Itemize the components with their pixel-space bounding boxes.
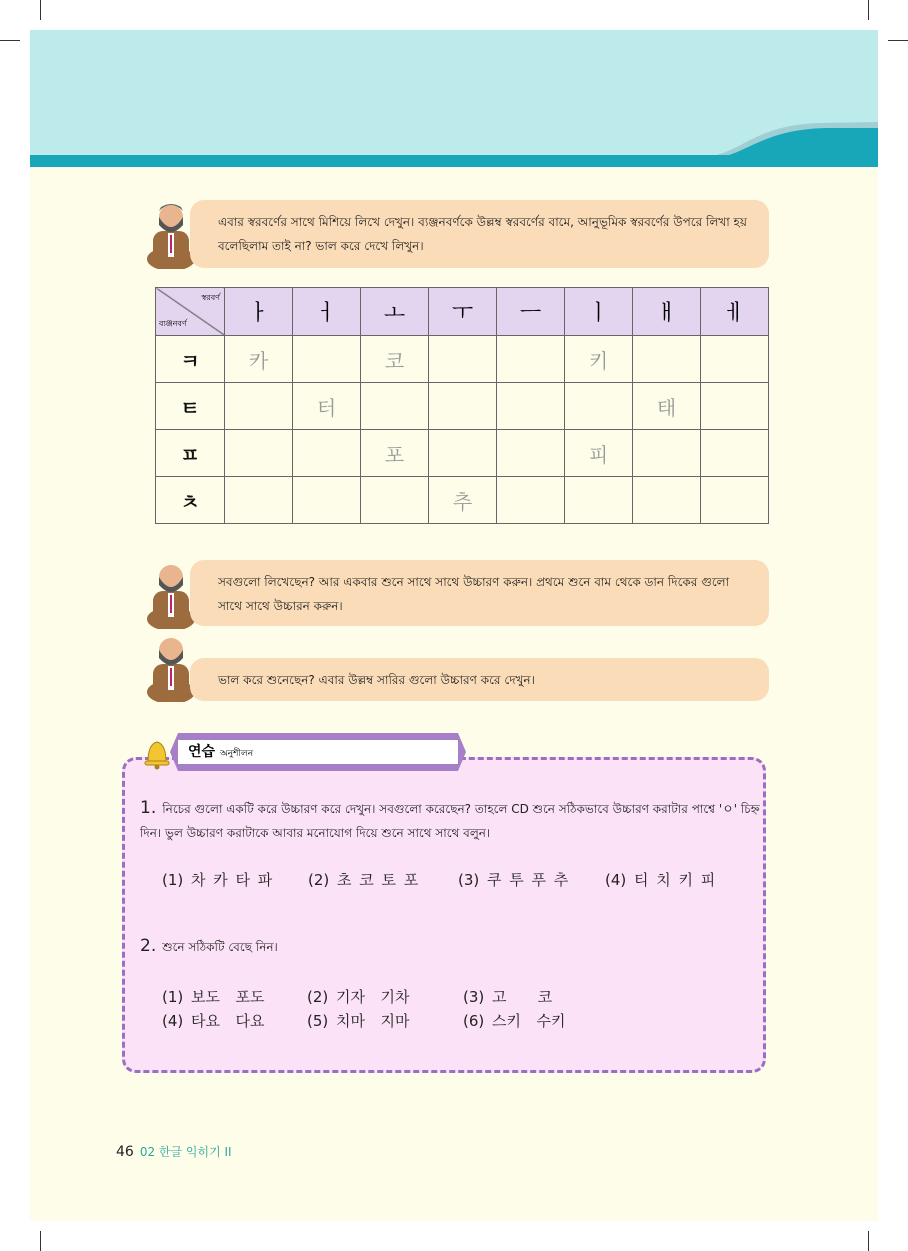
syllable-cell: 피	[565, 430, 633, 477]
syllable-cell	[633, 430, 701, 477]
vowel-header: ㅣ	[565, 288, 633, 336]
syllable-cell	[633, 336, 701, 383]
vowel-header: ㅔ	[701, 288, 769, 336]
syllable-cell	[633, 477, 701, 524]
vowel-header: ㅗ	[361, 288, 429, 336]
q2-item: (2) 기자 기차	[307, 988, 410, 1006]
syllable-cell	[361, 477, 429, 524]
table-row	[156, 336, 769, 383]
syllable-cell	[225, 383, 293, 430]
syllable-table	[155, 287, 769, 524]
syllable-cell	[225, 430, 293, 477]
q2-item: (4) 타요 다요	[162, 1012, 265, 1030]
q2-item: (5) 치마 지마	[307, 1012, 410, 1030]
q1-item: (3) 쿠 투 푸 추	[458, 871, 569, 889]
question-1: 1. নিচের গুলো একটি করে উচ্চারণ করে দেখুন। সবগুলো করেছেন? তাহলে CD শুনে সঠিকভাবে উচ্চারণ করাটার পাশ্বে 'ㅇ' চিহ্ন দিন। ভুল উচ্চারণ করাটাকে আবার মনোযোগ দিয়ে শুনে সাথে সাথে বলুন।	[140, 798, 760, 840]
syllable-cell	[293, 430, 361, 477]
vowel-header: ㅏ	[225, 288, 293, 336]
q1-item: (2) 초 코 토 포	[308, 871, 419, 889]
bell-icon	[142, 736, 174, 770]
vowel-header: ㅜ	[429, 288, 497, 336]
consonant-cell: ㅊ	[156, 477, 225, 524]
table-corner: স্বরবর্ণ ব্যঞ্জনবর্ণ	[156, 288, 225, 336]
syllable-cell	[293, 336, 361, 383]
table-row	[156, 430, 769, 477]
syllable-cell	[497, 336, 565, 383]
instruction-bubble-2: সবগুলো লিখেছেন? আর একবার শুনে সাথে সাথে উচ্চারণ করুন। প্রথমে শুনে বাম থেকে ডান দিকের গুলো সাথে সাথে উচ্চারন করুন।	[190, 560, 769, 626]
syllable-cell: 카	[225, 336, 293, 383]
instruction-bubble-3: ভাল করে শুনেছেন? এবার উল্লম্ব সারির গুলো উচ্চারণ করে দেখুন।	[190, 658, 769, 701]
table-row	[156, 383, 769, 430]
q1-item: (1) 차 카 타 파	[162, 871, 273, 889]
syllable-cell	[701, 383, 769, 430]
syllable-cell	[293, 477, 361, 524]
syllable-cell: 터	[293, 383, 361, 430]
syllable-cell	[361, 383, 429, 430]
consonant-cell: ㅍ	[156, 430, 225, 477]
syllable-cell	[429, 336, 497, 383]
chapter-title: 02 한글 익히기 II	[139, 1145, 232, 1159]
header-strip	[30, 155, 878, 167]
vowel-header: ㅡ	[497, 288, 565, 336]
q2-item: (6) 스키 수키	[463, 1012, 566, 1030]
syllable-cell: 추	[429, 477, 497, 524]
syllable-cell	[565, 477, 633, 524]
syllable-cell	[701, 430, 769, 477]
syllable-cell	[429, 383, 497, 430]
syllable-cell: 키	[565, 336, 633, 383]
question-2: 2. শুনে সঠিকটি বেছে নিন।	[140, 936, 278, 956]
page-number: 46	[116, 1144, 134, 1160]
syllable-cell: 태	[633, 383, 701, 430]
table-row	[156, 477, 769, 524]
syllable-cell	[565, 383, 633, 430]
syllable-cell	[497, 430, 565, 477]
syllable-cell	[701, 477, 769, 524]
instruction-bubble-1: এবার স্বরবর্ণের সাথে মিশিয়ে লিখে দেখুন। ব্যঞ্জনবর্ণকে উল্লম্ব স্বরবর্ণের বামে, আনুভূমিক স্বরবর্ণের উপরে লিখা হয় বলেছিলাম তাই না? ভাল করে দেখে লিখুন।	[190, 200, 769, 268]
teacher-icon	[145, 630, 197, 702]
q1-item: (4) 티 치 키 피	[605, 871, 716, 889]
syllable-cell: 포	[361, 430, 429, 477]
consonant-cell: ㅌ	[156, 383, 225, 430]
syllable-cell	[429, 430, 497, 477]
exercise-title: 연습 অনুশীলন	[178, 740, 458, 764]
syllable-cell	[497, 383, 565, 430]
consonant-cell: ㅋ	[156, 336, 225, 383]
syllable-cell	[497, 477, 565, 524]
vowel-header: ㅐ	[633, 288, 701, 336]
q2-item: (1) 보도 포도	[162, 988, 265, 1006]
syllable-cell: 코	[361, 336, 429, 383]
q2-item: (3) 고 코	[463, 988, 553, 1006]
syllable-cell	[701, 336, 769, 383]
vowel-header: ㅓ	[293, 288, 361, 336]
page-footer	[116, 1143, 232, 1160]
syllable-cell	[225, 477, 293, 524]
